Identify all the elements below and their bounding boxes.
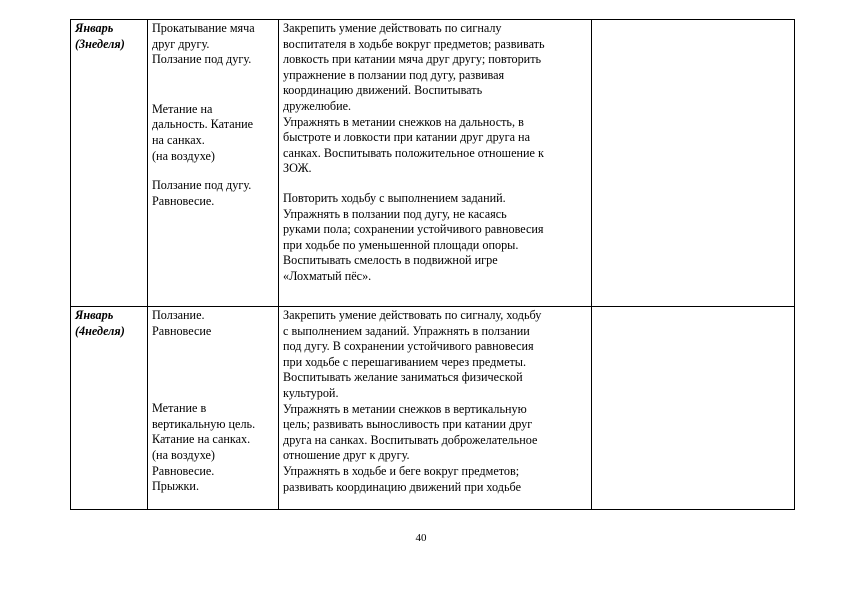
goal-text: Упражнять в ходьбе и беге вокруг предметов; развивать координацию движений при ходьбе bbox=[283, 463, 522, 494]
page-number: 40 bbox=[415, 532, 427, 544]
goal-text: Повторить ходьбу с выполнением заданий. Упражнять в ползании под дугу, не касаясь руками пола; сохранении устойчивого равновесия при ходьбе по уменьшенной площади опоры. Воспитывать смелость в подвижной игре «Лохматый пёс». bbox=[283, 190, 544, 283]
period-cell bbox=[71, 307, 148, 510]
lesson-plan-table bbox=[70, 19, 795, 510]
period-month: Январь bbox=[75, 308, 114, 322]
notes-cell bbox=[592, 307, 795, 510]
activity-text: Метание на дальность. Катание на санках. (на воздухе) bbox=[152, 101, 254, 163]
period-month: Январь bbox=[75, 21, 114, 35]
goal-text: Закрепить умение действовать по сигналу, ходьбу с выполнением заданий. Упражнять в ползании под дугу. В сохранении устойчивого равновесия при ходьбе с перешагиванием через предметы. Воспитывать желание заниматься физической культурой. bbox=[283, 308, 542, 400]
activity-text: Метание в вертикальную цель. Катание на санках. (на воздухе) bbox=[152, 401, 256, 462]
notes-cell bbox=[592, 20, 795, 307]
activity-text: Прокатывание мяча друг другу. Ползание под дугу. bbox=[152, 21, 255, 67]
table-row bbox=[71, 307, 795, 510]
period-week: (3неделя) bbox=[75, 36, 125, 51]
goal-text: Упражнять в метании снежков в вертикальную цель; развивать выносливость при катании друг друга на санках. Воспитывать доброжелательное отношение друг к другу. bbox=[283, 401, 538, 463]
activity-text: Ползание под дугу. Равновесие. bbox=[152, 178, 252, 208]
goals-cell bbox=[279, 307, 592, 510]
activities-cell bbox=[148, 20, 279, 307]
goal-text: Упражнять в метании снежков на дальность, в быстроте и ловкости при катании друг друга на санках. Воспитывать положительное отношение к ЗОЖ. bbox=[283, 114, 544, 176]
activity-text: Равновесие. Прыжки. bbox=[152, 463, 215, 494]
table-row bbox=[71, 20, 795, 307]
goals-cell bbox=[279, 20, 592, 307]
period-week: (4неделя) bbox=[75, 323, 125, 338]
goal-text: Закрепить умение действовать по сигналу воспитателя в ходьбе вокруг предметов; развивать ловкость при катании мяча друг другу; повторить упражнение в ползании под дугу, развивая координацию движений. Воспитывать дружелюбие. bbox=[283, 21, 545, 113]
activities-cell bbox=[148, 307, 279, 510]
activity-text: Ползание. Равновесие bbox=[152, 308, 212, 338]
period-cell bbox=[71, 20, 148, 307]
